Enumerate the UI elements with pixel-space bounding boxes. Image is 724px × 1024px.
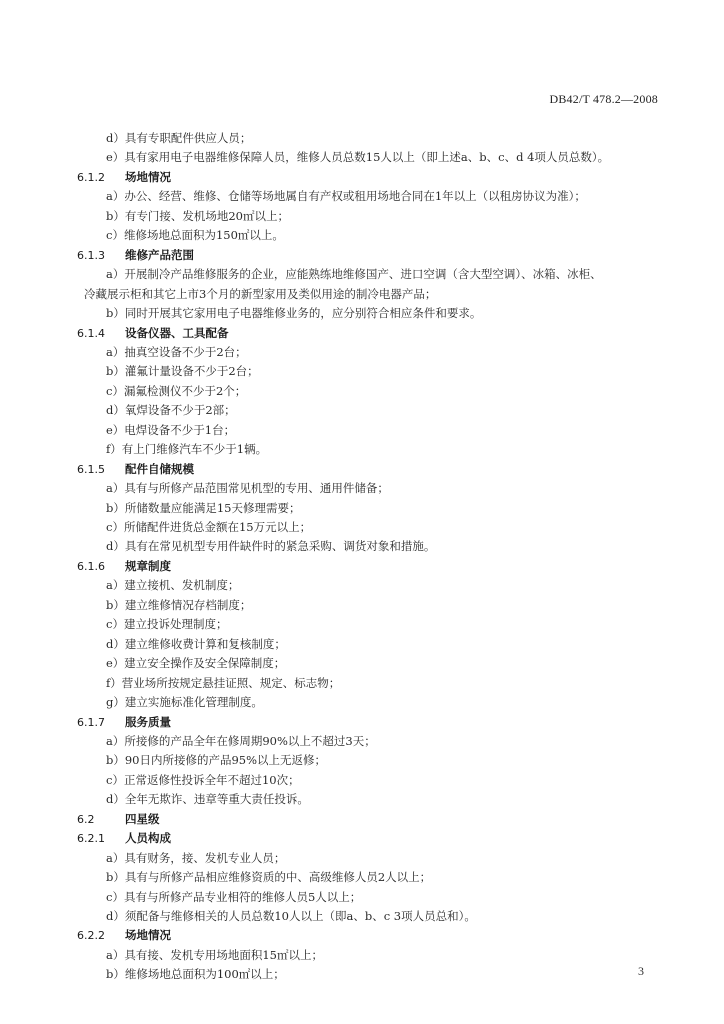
list-item: a）办公、经营、维修、仓储等场地属自有产权或租用场地合同在1年以上（以租房协议为准）； xyxy=(106,189,586,204)
section-title: 维修产品范围 xyxy=(125,247,194,262)
list-item: d）建立维修收费计算和复核制度； xyxy=(106,636,286,651)
list-item: b）维修场地总面积为100㎡以上； xyxy=(106,967,285,982)
list-item: f）有上门维修汽车不少于1辆。 xyxy=(106,442,268,457)
section-heading xyxy=(77,928,171,943)
section-title: 规章制度 xyxy=(125,558,171,573)
list-item: f）营业场所按规定悬挂证照、规定、标志物； xyxy=(106,675,341,690)
section-heading xyxy=(77,170,171,185)
list-item: e）具有家用电子电器维修保障人员，维修人员总数15人以上（即上述a、b、c、d 4项人员总数）。 xyxy=(106,150,610,165)
list-item: b）建立维修情况存档制度； xyxy=(106,597,252,612)
section-number: 6.1.5 xyxy=(77,462,105,476)
list-item: e）建立安全操作及安全保障制度； xyxy=(106,656,286,671)
section-heading xyxy=(77,326,229,341)
section-number: 6.1.4 xyxy=(77,326,105,340)
list-item: a）所接修的产品全年在修周期90%以上不超过3天； xyxy=(106,733,376,748)
section-number: 6.1.6 xyxy=(77,559,105,573)
section-heading xyxy=(77,248,194,263)
list-item: g）建立实施标准化管理制度。 xyxy=(106,695,263,710)
list-item: b）具有与所修产品相应维修资质的中、高级维修人员2人以上； xyxy=(106,870,432,885)
list-item: d）具有专职配件供应人员； xyxy=(106,131,252,145)
section-heading xyxy=(77,812,160,827)
section-heading xyxy=(77,462,194,477)
section-heading xyxy=(77,715,171,730)
page-number: 3 xyxy=(638,964,644,978)
list-item: c）具有与所修产品专业相符的维修人员5人以上； xyxy=(106,889,362,904)
list-item: a）具有与所修产品范围常见机型的专用、通用件储备； xyxy=(106,481,389,496)
list-item: a）开展制冷产品维修服务的企业，应能熟练地维修国产、进口空调（含大型空调）、冰箱、冰柜、 xyxy=(106,267,602,282)
section-title: 设备仪器、工具配备 xyxy=(125,325,229,340)
list-item: a）具有财务，接、发机专业人员； xyxy=(106,850,286,865)
section-number: 6.1.3 xyxy=(77,248,105,262)
document-code: DB42/T 478.2—2008 xyxy=(549,92,658,106)
list-item: b）90日内所接修的产品95%以上无返修； xyxy=(106,753,327,768)
list-item: c）建立投诉处理制度； xyxy=(106,617,228,632)
list-item: b）有专门接、发机场地20㎡以上； xyxy=(106,208,289,223)
list-item: b）所储数量应能满足15天修理需要； xyxy=(106,500,301,515)
list-item: d）须配备与维修相关的人员总数10人以上（即a、b、c 3项人员总和）。 xyxy=(106,909,476,923)
section-title: 人员构成 xyxy=(125,831,171,846)
list-item: e）电焊设备不少于1台； xyxy=(106,422,236,437)
section-number: 6.1.7 xyxy=(77,715,105,729)
section-title: 场地情况 xyxy=(125,928,171,943)
list-item: a）建立接机、发机制度； xyxy=(106,578,240,593)
list-item: c）漏氟检测仪不少于2个； xyxy=(106,383,247,398)
section-title: 场地情况 xyxy=(125,169,171,184)
section-number: 6.2.2 xyxy=(77,929,105,943)
section-number: 6.2 xyxy=(77,812,95,826)
list-item: b）同时开展其它家用电子电器维修业务的，应分别符合相应条件和要求。 xyxy=(106,306,482,321)
list-item: d）具有在常见机型专用件缺件时的紧急采购、调货对象和措施。 xyxy=(106,539,436,554)
section-title: 四星级 xyxy=(125,811,160,826)
list-item: d）全年无欺诈、违章等重大责任投诉。 xyxy=(106,792,309,807)
section-title: 配件自储规模 xyxy=(125,461,194,476)
list-item: c）维修场地总面积为150㎡以上。 xyxy=(106,228,284,243)
section-heading xyxy=(77,559,171,574)
list-item: b）灌氟计量设备不少于2台； xyxy=(106,364,259,379)
section-number: 6.2.1 xyxy=(77,832,105,846)
list-item-continuation: 冷藏展示柜和其它上市3个月的新型家用及类似用途的制冷电器产品； xyxy=(84,286,437,301)
list-item: d）氧焊设备不少于2部； xyxy=(106,403,236,418)
section-title: 服务质量 xyxy=(125,714,171,729)
list-item: c）正常返修性投诉全年不超过10次； xyxy=(106,772,300,787)
section-heading xyxy=(77,831,171,846)
list-item: a）具有接、发机专用场地面积15㎡以上； xyxy=(106,947,323,962)
list-item: c）所储配件进货总金额在15万元以上； xyxy=(106,520,312,534)
list-item: a）抽真空设备不少于2台； xyxy=(106,344,247,359)
section-number: 6.1.2 xyxy=(77,170,105,184)
